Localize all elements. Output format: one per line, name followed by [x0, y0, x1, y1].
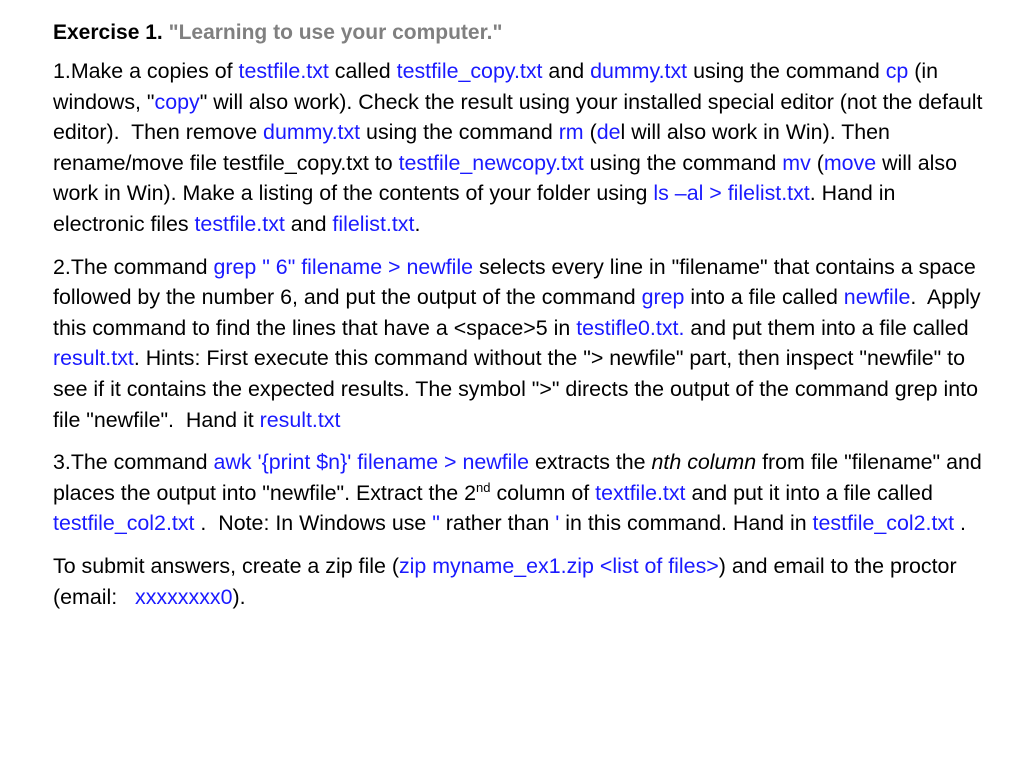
body-text: . Hand in electronic files — [53, 181, 902, 236]
body-text: . — [954, 511, 966, 536]
command-text: testifle0.txt. — [576, 315, 685, 340]
command-text: cp — [885, 59, 909, 83]
command-text: mv — [782, 150, 811, 175]
body-text: 2.The command — [53, 254, 214, 279]
body-text: in this command. Hand in — [559, 511, 813, 536]
body-text: 1.Make a copies of — [53, 59, 239, 83]
body-text: . Note: In Windows use — [194, 511, 433, 536]
command-text: de — [596, 120, 621, 145]
exercise-title — [53, 18, 984, 48]
command-text: ' — [555, 511, 560, 536]
command-text: awk '{print $n}' filename > newfile — [213, 450, 530, 475]
body-text: called — [328, 59, 397, 83]
command-text: move — [823, 150, 877, 175]
task-3-paragraph — [53, 447, 988, 539]
body-text: rather than — [439, 511, 556, 536]
body-text: column of — [490, 480, 596, 505]
exercise-title-label: Exercise 1. — [53, 21, 163, 44]
command-text: dummy.txt — [263, 120, 361, 145]
command-text: filelist.txt — [332, 211, 415, 236]
command-text: result.txt — [259, 407, 341, 432]
command-text: textfile.txt — [595, 480, 686, 505]
command-text: newfile — [843, 285, 911, 310]
body-text: To submit answers, create a zip file ( — [53, 553, 399, 578]
command-text: grep " 6" filename > newfile — [213, 254, 474, 279]
body-text: using the command — [360, 120, 559, 145]
command-text: zip myname_ex1.zip <list of files> — [398, 553, 719, 578]
body-text: . Apply this command to find the lines that have a <space>5 in — [53, 285, 987, 340]
body-text: ). — [232, 584, 246, 609]
task-2-paragraph — [53, 252, 987, 436]
command-text: testfile_copy.txt — [396, 59, 543, 83]
body-text: l will also work in Win). Then rename/move file testfile_copy.txt to — [53, 120, 896, 175]
body-text: using the command — [583, 150, 783, 175]
body-text: using the command — [687, 59, 886, 83]
body-text: into a file called — [684, 285, 844, 310]
exercise-title-quote: "Learning to use your computer." — [168, 21, 503, 44]
body-text: and — [284, 211, 333, 236]
body-text: will also work in Win). Make a listing of the contents of your folder using — [53, 150, 963, 206]
body-text: (in windows, " — [53, 59, 944, 114]
submission-paragraph — [53, 551, 984, 612]
command-text: result.txt — [53, 346, 134, 371]
command-text: testfile_col2.txt — [53, 511, 195, 536]
body-text: and put it into a file called — [685, 480, 939, 505]
body-text: " will also work). Check the result using your installed special editor (not the default editor). Then remove — [53, 89, 989, 145]
command-text: testfile.txt — [194, 211, 285, 236]
task-1-paragraph — [53, 56, 989, 240]
body-text: . Hints: First execute this command without the "> newfile" part, then inspect "newfile" to see if it contains the expected results. The symbol ">" directs the output of the command grep into file "newfile". Hand it — [53, 346, 984, 432]
command-text: testfile_newcopy.txt — [398, 150, 584, 175]
command-text: " — [432, 511, 440, 536]
body-text: nd — [476, 479, 491, 495]
body-text: and — [542, 59, 591, 83]
command-text: dummy.txt — [590, 59, 688, 83]
body-text: . — [414, 211, 421, 236]
body-text: ( — [583, 120, 597, 145]
command-text: testfile.txt — [238, 59, 329, 83]
command-text: rm — [558, 120, 584, 145]
body-text: extracts the — [529, 450, 652, 475]
body-text: nth column — [651, 450, 757, 475]
command-text: ls –al > filelist.txt — [653, 181, 810, 206]
command-text: xxxxxxxx0 — [135, 584, 233, 609]
body-text: ( — [810, 150, 824, 175]
command-text: testfile_col2.txt — [812, 511, 955, 536]
command-text: grep — [641, 285, 685, 310]
command-text: copy — [154, 89, 200, 114]
body-text: 3.The command — [53, 450, 214, 475]
body-text: ) and email to the proctor (email: — [53, 553, 963, 609]
body-text: selects every line in "filename" that contains a space followed by the number 6, and put the output of the command — [53, 254, 982, 310]
body-text: and put them into a file called — [684, 315, 975, 340]
body-text: from file "filename" and places the output into "newfile". Extract the 2 — [53, 450, 988, 505]
